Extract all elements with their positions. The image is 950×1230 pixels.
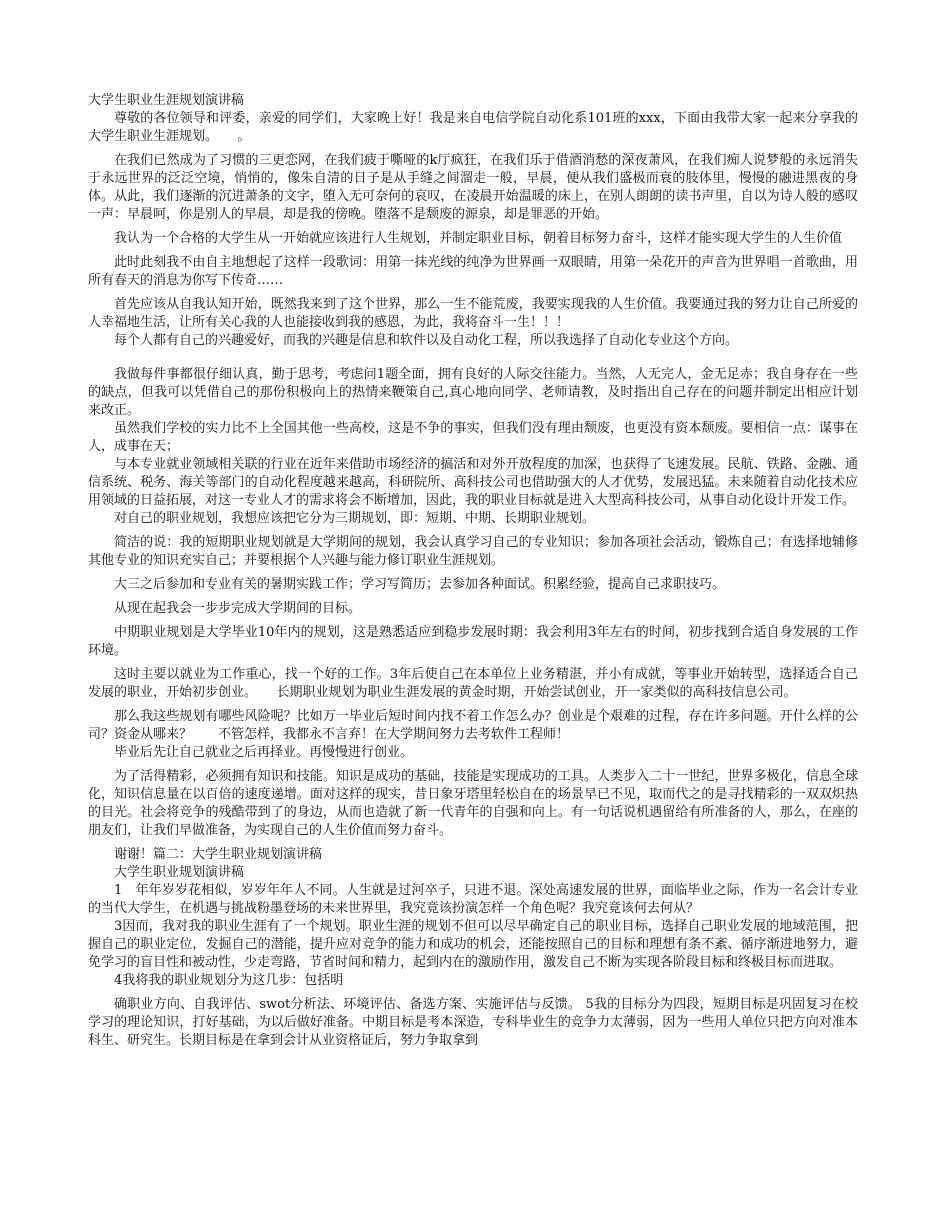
- paragraph: 1 年年岁岁花相似，岁岁年年人不同。人生就是过河卒子，只进不退。深处高速发展的世界，面临毕业之际，作为一名会计专业的当代大学生，在机遇与挑战粉墨登场的未来世界里，我究竟该扮演怎样一个角色呢？我究竟该何去何从？: [88, 883, 858, 916]
- paragraph: 首先应该从自我认知开始，既然我来到了这个世界，那么一生不能荒废，我要实现我的人生价值。我要通过我的努力让自己所爱的人幸福地生活，让所有关心我的人也能接收到我的感恩，为此，我将奋斗一生！！！: [88, 297, 858, 330]
- paragraph: 简洁的说：我的短期职业规划就是大学期间的规划，我会认真学习自己的专业知识；参加各项社会活动，锻炼自己；有选择地辅修其他专业的知识充实自己；并要根据个人兴趣与能力修订职业生涯规划。: [88, 535, 858, 568]
- paragraph: 这时主要以就业为工作重心，找一个好的工作。3年后使自己在本单位上业务精湛，并小有成就，等事业开始转型，选择适合自己发展的职业，开始初步创业。 长期职业规划为职业生涯发展的黄金时期，开始尝试创业，开一家类似的高科技信息公司。: [88, 667, 858, 700]
- paragraph: 每个人都有自己的兴趣爱好，而我的兴趣是信息和软件以及自动化工程，所以我选择了自动化专业这个方向。: [114, 333, 739, 348]
- document-body: [88, 92, 858, 1050]
- paragraph: 此时此刻我不由自主地想起了这样一段歌词：用第一抹光线的纯净为世界画一双眼睛，用第一朵花开的声音为世界唱一首歌曲，用所有春天的消息为你写下传奇……: [88, 255, 858, 288]
- paragraph: 与本专业就业领域相关联的行业在近年来借助市场经济的搞活和对外开放程度的加深，也获得了飞速发展。民航、铁路、金融、通信系统、税务、海关等部门的自动化程度越来越高，科研院所、高科技公司也借助强大的人才优势，发展迅猛。未来随着自动化技术应用领域的日益拓展，对这一专业人才的需求将会不断增加，因此，我的职业目标就是进入大型高科技公司，从事自动化设计开发工作。: [88, 457, 858, 508]
- paragraph: 谢谢！篇二：大学生职业规划演讲稿: [114, 847, 323, 862]
- paragraph: 为了活得精彩，必须拥有知识和技能。知识是成功的基础，技能是实现成功的工具。人类步入二十一世纪，世界多极化，信息全球化，知识信息量在以百倍的速度递增。面对这样的现实，昔日象牙塔里轻松自在的场景早已不见，取而代之的是寻找精彩的一双双炽热的目光。社会将竞争的残酷带到了的身边，从而也造就了新一代青年的自强和向上。有一句话说机遇留给有所准备的人，那么，在座的朋友们，让我们早做准备，为实现自己的人生价值而努力奋斗。: [88, 769, 858, 838]
- paragraph: 3因而，我对我的职业生涯有了一个规划。职业生涯的规划不但可以尽早确定自己的职业目标，选择自己职业发展的地域范围，把握自己的职业定位，发掘自己的潜能，提升应对竞争的能力和成功的机会，还能按照自己的目标和理想有条不紊、循序渐进地努力，避免学习的盲目性和被动性，少走弯路，节省时间和精力，起到内在的激励作用，激发自己不断为实现各阶段目标和终极目标而进取。: [88, 919, 858, 970]
- paragraph: 大学生职业规划演讲稿: [114, 865, 245, 880]
- paragraph: 确职业方向、自我评估、swot分析法、环境评估、备选方案、实施评估与反馈。 5我的目标分为四段，短期目标是巩固复习在校学习的理论知识，打好基础，为以后做好准备。中期目标是考本深造，专科毕业生的竞争力太薄弱，因为一些用人单位只把方向对准本科生、研究生。长期目标是在拿到会计从业资格证后，努力争取拿到: [88, 997, 858, 1048]
- paragraph: 我做每件事都很仔细认真，勤于思考，考虑问1题全面，拥有良好的人际交往能力。当然，人无完人，金无足赤；我自身存在一些的缺点，但我可以凭借自己的那份积极向上的热情来鞭策自己,真心地向同学、老师请教，及时指出自己存在的问题并制定出相应计划来改正。: [88, 367, 858, 418]
- paragraph: 那么我这些规划有哪些风险呢？比如万一毕业后短时间内找不着工作怎么办？创业是个艰难的过程，存在许多问题。开什么样的公司？资金从哪来？ 不管怎样，我都永不言弃！在大学期间努力去考软件工程师！: [88, 709, 858, 742]
- paragraph: 中期职业规划是大学毕业10年内的规划，这是熟悉适应到稳步发展时期：我会利用3年左右的时间，初步找到合适自身发展的工作环境。: [88, 625, 858, 658]
- paragraph: 大三之后参加和专业有关的暑期实践工作；学习写简历；去参加各种面试。积累经验，提高自己求职技巧。: [114, 577, 726, 592]
- document-title: 大学生职业生涯规划演讲稿: [88, 93, 245, 108]
- paragraph: 尊敬的各位领导和评委，亲爱的同学们，大家晚上好！我是来自电信学院自动化系101班的xxx，下面由我带大家一起来分享我的大学生职业生涯规划。 。: [88, 111, 858, 144]
- paragraph: 对自己的职业规划，我想应该把它分为三期规划，即：短期、中期、长期职业规划。: [114, 511, 596, 526]
- paragraph: 虽然我们学校的实力比不上全国其他一些高校，这是不争的事实，但我们没有理由颓废，也更没有资本颓废。要相信一点：谋事在人，成事在天；: [88, 421, 858, 454]
- paragraph: 毕业后先让自己就业之后再择业。再慢慢进行创业。: [114, 745, 414, 760]
- paragraph: 我认为一个合格的大学生从一开始就应该进行人生规划，并制定职业目标，朝着目标努力奋斗，这样才能实现大学生的人生价值: [114, 231, 843, 246]
- paragraph: 从现在起我会一步步完成大学期间的目标。: [114, 601, 362, 616]
- paragraph: 4我将我的职业规划分为这几步：包括明: [114, 973, 344, 988]
- paragraph: 在我们已然成为了习惯的三更恋网，在我们疲于嘶哑的k厅疯狂，在我们乐于借酒消愁的深夜萧风，在我们痴人说梦般的永远消失于永远世界的泛泛空境，悄悄的，像朱自清的日子是从手缝之间溜走一般，早晨，便从我们盛极而衰的肢体里，慢慢的融进黑夜的身体。从此，我们逐渐的沉进萧条的文字，堕入无可奈何的哀叹，在凌晨开始温暖的床上，在别人朗朗的读书声里，自以为诗人般的感叹一声：早晨呵，你是别人的早晨，却是我的傍晚。堕落不是颓废的源泉，却是罪恶的开始。: [88, 153, 858, 222]
